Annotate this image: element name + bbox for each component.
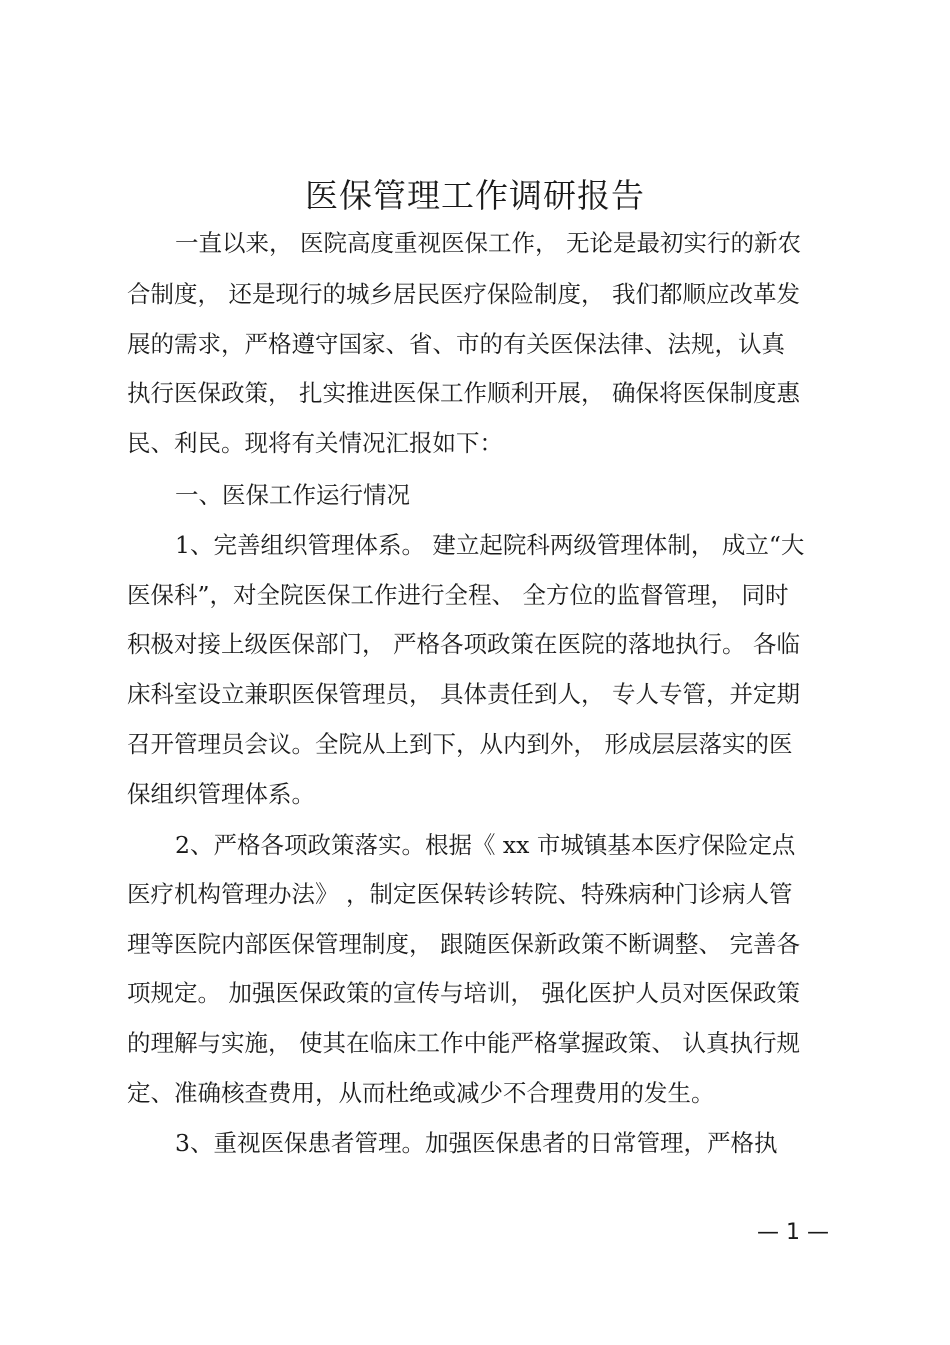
paragraph-line: 理等医院内部医保管理制度， 跟随医保新政策不断调整、 完善各 bbox=[127, 930, 800, 958]
paragraph-line: 定、准确核查费用，从而杜绝或减少不合理费用的发生。 bbox=[127, 1079, 715, 1107]
page-number: — 1 — bbox=[757, 1220, 829, 1245]
paragraph-line: 医疗机构管理办法》 ，制定医保转诊转院、特殊病种门诊病人管 bbox=[127, 880, 793, 908]
paragraph-line: 积极对接上级医保部门， 严格各项政策在医院的落地执行。 各临 bbox=[127, 630, 800, 658]
paragraph-line: 3、重视医保患者管理。加强医保患者的日常管理，严格执 bbox=[175, 1129, 778, 1157]
paragraph-line: 合制度， 还是现行的城乡居民医疗保险制度， 我们都顺应改革发 bbox=[127, 280, 800, 308]
paragraph-line: 床科室设立兼职医保管理员， 具体责任到人， 专人专管，并定期 bbox=[127, 680, 800, 708]
paragraph-line: 医保科”，对全院医保工作进行全程、 全方位的监督管理， 同时 bbox=[127, 581, 789, 609]
paragraph-line: 2、严格各项政策落实。根据《 xx 市城镇基本医疗保险定点 bbox=[175, 831, 796, 859]
paragraph-line: 的理解与实施， 使其在临床工作中能严格掌握政策、 认真执行规 bbox=[127, 1029, 800, 1057]
paragraph-line: 1、完善组织管理体系。 建立起院科两级管理体制， 成立“大 bbox=[175, 531, 805, 559]
paragraph-line: 项规定。 加强医保政策的宣传与培训， 强化医护人员对医保政策 bbox=[127, 979, 800, 1007]
paragraph-line: 执行医保政策， 扎实推进医保工作顺利开展， 确保将医保制度惠 bbox=[127, 379, 800, 407]
paragraph-line: 民、利民。现将有关情况汇报如下： bbox=[127, 429, 503, 457]
paragraph-line: 展的需求，严格遵守国家、省、市的有关医保法律、法规，认真 bbox=[127, 330, 785, 358]
paragraph-line: 一直以来， 医院高度重视医保工作， 无论是最初实行的新农 bbox=[175, 229, 801, 257]
document-title: 医保管理工作调研报告 bbox=[305, 176, 645, 215]
section-heading: 一、医保工作运行情况 bbox=[175, 481, 410, 509]
paragraph-line: 召开管理员会议。全院从上到下，从内到外， 形成层层落实的医 bbox=[127, 730, 793, 758]
paragraph-line: 保组织管理体系。 bbox=[127, 780, 315, 808]
